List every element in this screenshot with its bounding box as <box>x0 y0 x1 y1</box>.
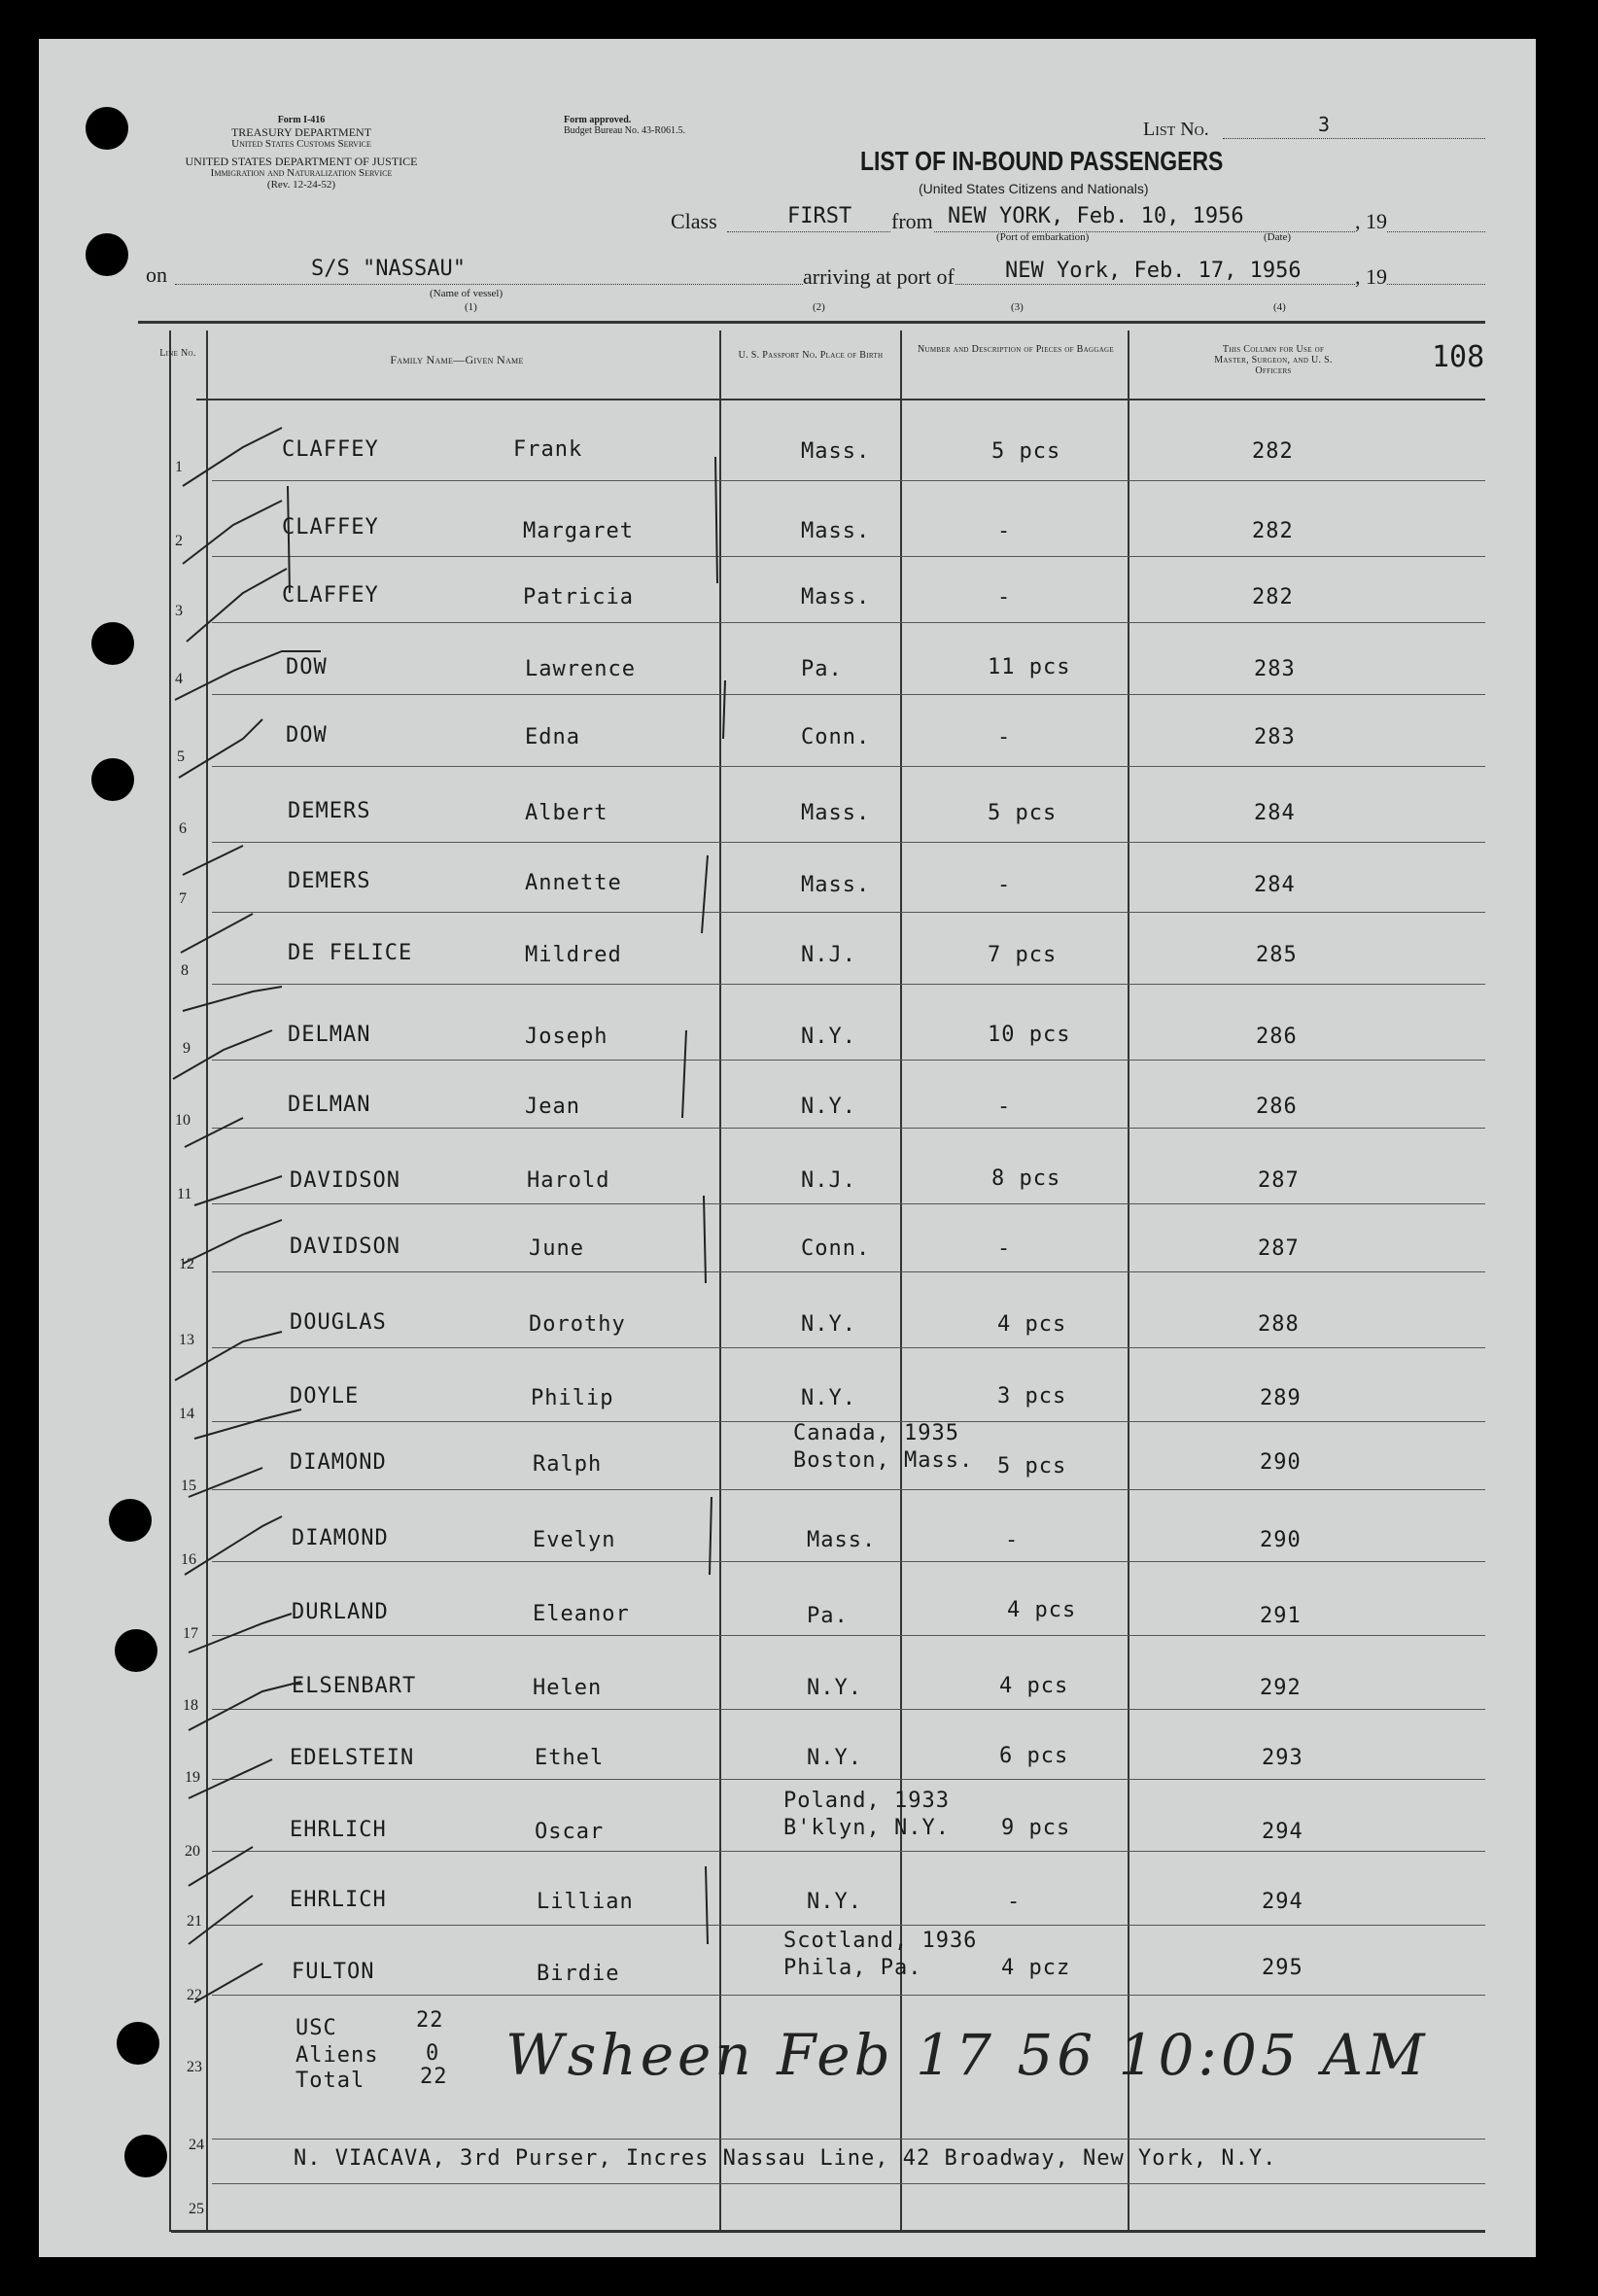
line-number: 7 <box>179 890 187 907</box>
family-name: DEMERS <box>288 869 371 893</box>
officer-number: 292 <box>1260 1676 1302 1700</box>
from-value: NEW YORK, Feb. 10, 1956 <box>948 204 1244 228</box>
given-name: Evelyn <box>533 1528 616 1552</box>
punch-hole <box>117 2022 159 2065</box>
document-subtitle: (United States Citizens and Nationals) <box>919 181 1149 196</box>
birth-place: N.Y. <box>801 1386 856 1410</box>
given-name: Frank <box>513 437 583 462</box>
given-name: Eleanor <box>533 1602 630 1626</box>
baggage: - <box>1005 1528 1020 1552</box>
check-mark <box>189 1614 292 1652</box>
check-marks <box>165 408 651 2119</box>
check-mark <box>183 987 282 1011</box>
punch-hole <box>109 1499 152 1542</box>
line-number: 13 <box>179 1332 194 1348</box>
birth-place: Mass. <box>801 585 871 609</box>
officer-number: 291 <box>1260 1604 1302 1628</box>
line-number: 14 <box>179 1406 194 1422</box>
birth-place: N.J. <box>801 943 856 967</box>
total-count: 22 <box>420 2065 448 2089</box>
baggage: 6 pcs <box>999 1744 1069 1768</box>
total-label: Total <box>295 2069 365 2093</box>
line-number: 25 <box>189 2201 204 2217</box>
given-name: Lillian <box>537 1890 634 1914</box>
birth-place: N.J. <box>801 1168 856 1193</box>
given-name: Annette <box>525 871 622 895</box>
given-name: Mildred <box>525 943 622 967</box>
line-number: 1 <box>175 459 183 475</box>
punch-hole <box>91 622 134 665</box>
justice-department: UNITED STATES DEPARTMENT OF JUSTICE <box>185 155 418 168</box>
birth-place: N.Y. <box>801 1312 856 1337</box>
birth-place: Mass. <box>801 801 871 825</box>
tally-stroke <box>704 1196 706 1283</box>
line-number: 18 <box>183 1697 198 1714</box>
baggage: - <box>997 585 1012 609</box>
baggage: 5 pcs <box>991 439 1061 464</box>
officer-number: 290 <box>1260 1528 1302 1552</box>
usc-label: USC <box>295 2016 337 2040</box>
family-name: DELMAN <box>288 1023 371 1047</box>
given-name: Joseph <box>525 1025 608 1049</box>
line-number: 19 <box>185 1769 200 1786</box>
family-name: CLAFFEY <box>282 437 379 462</box>
tally-strokes <box>661 447 894 2041</box>
line-number: 16 <box>181 1551 196 1568</box>
aliens-label: Aliens <box>295 2043 379 2068</box>
check-mark <box>189 1896 253 1944</box>
line-number: 23 <box>187 2059 202 2075</box>
list-number-label: List No. <box>1143 119 1209 140</box>
line-number: 9 <box>183 1040 191 1057</box>
family-name: ELSENBART <box>292 1674 417 1698</box>
header-line-no: Line No. <box>159 348 196 359</box>
check-mark <box>183 1220 282 1264</box>
officer-number: 285 <box>1256 943 1298 967</box>
given-name: Patricia <box>523 585 634 609</box>
line-number: 3 <box>175 603 183 619</box>
birth-place: Conn. <box>801 725 871 749</box>
line-number: 22 <box>187 1987 202 2003</box>
baggage: 8 pcs <box>991 1166 1061 1191</box>
line-number: 17 <box>183 1625 198 1642</box>
baggage: - <box>997 873 1012 897</box>
baggage: - <box>1007 1890 1022 1914</box>
line-number: 20 <box>185 1843 200 1860</box>
family-name: DAVIDSON <box>290 1235 400 1259</box>
family-name: DELMAN <box>288 1093 371 1117</box>
family-name: EHRLICH <box>290 1888 387 1912</box>
officer-number: 289 <box>1260 1386 1302 1410</box>
punch-hole <box>124 2135 167 2177</box>
officer-number: 294 <box>1262 1890 1303 1914</box>
line-number: 4 <box>175 671 183 687</box>
header-passport: U. S. Passport No. Place of Birth <box>738 350 884 361</box>
baggage: 9 pcs <box>1001 1816 1071 1840</box>
check-mark <box>185 1118 243 1147</box>
family-name: DEMERS <box>288 799 371 823</box>
birth-place: N.Y. <box>801 1025 856 1049</box>
line-number: 10 <box>175 1112 191 1129</box>
class-value: FIRST <box>787 204 852 228</box>
baggage: 10 pcs <box>988 1023 1071 1047</box>
class-label: Class <box>671 209 717 233</box>
year-suffix-1: , 19 <box>1355 209 1387 233</box>
arriving-label: arriving at port of <box>803 264 955 289</box>
baggage: 4 pcs <box>999 1674 1069 1698</box>
family-name: DOYLE <box>290 1384 360 1409</box>
punch-hole <box>91 758 134 801</box>
officer-number: 287 <box>1258 1168 1300 1193</box>
line-number: 6 <box>179 820 187 837</box>
baggage: 3 pcs <box>997 1384 1067 1409</box>
given-name: Philip <box>531 1386 614 1410</box>
port-embark-caption: (Port of embarkation) <box>996 231 1090 243</box>
baggage: 4 pcs <box>997 1312 1067 1337</box>
from-label: from <box>891 209 933 233</box>
agency-header <box>136 115 467 191</box>
table-top-border <box>138 321 1485 324</box>
check-mark <box>183 501 282 564</box>
table-header-bottom <box>196 399 1485 400</box>
officer-number: 284 <box>1254 801 1296 825</box>
baggage: 4 pcs <box>1007 1598 1077 1622</box>
officer-number: 288 <box>1258 1312 1300 1337</box>
col4-caption: (4) <box>1273 301 1286 313</box>
given-name: Margaret <box>523 519 634 543</box>
col1-caption: (1) <box>465 301 477 313</box>
birth-place-1: Canada, 1935 <box>793 1421 959 1445</box>
list-number-rule <box>1223 138 1485 139</box>
birth-place: Conn. <box>801 1236 871 1261</box>
officer-number: 294 <box>1262 1820 1303 1844</box>
check-mark <box>189 1847 253 1886</box>
birth-place: Phila, Pa. <box>783 1956 922 1980</box>
birth-place: Mass. <box>801 519 871 543</box>
punch-hole <box>86 233 128 276</box>
given-name: June <box>529 1236 584 1261</box>
baggage: - <box>997 1236 1012 1261</box>
baggage-column-divider <box>1128 330 1129 2232</box>
line-number: 11 <box>177 1186 192 1202</box>
baggage: - <box>997 519 1012 543</box>
officer-number: 284 <box>1254 873 1296 897</box>
tally-stroke <box>723 680 725 739</box>
family-name: EHRLICH <box>290 1818 387 1842</box>
punch-hole <box>86 107 128 150</box>
tally-stroke <box>715 457 717 583</box>
customs-service: United States Customs Service <box>231 138 371 150</box>
given-name: Lawrence <box>525 657 636 681</box>
officer-number: 286 <box>1256 1025 1298 1049</box>
tally-stroke <box>682 1030 686 1118</box>
family-name: DOW <box>286 655 328 679</box>
baggage: 5 pcs <box>988 801 1058 825</box>
tally-stroke <box>706 1866 708 1944</box>
birth-place: B'klyn, N.Y. <box>783 1816 950 1840</box>
line-number: 24 <box>189 2137 204 2153</box>
family-name: DE FELICE <box>288 941 413 965</box>
line-number: 21 <box>187 1913 202 1930</box>
tally-stroke <box>288 486 290 593</box>
check-mark <box>175 1332 282 1380</box>
baggage: 5 pcs <box>997 1454 1067 1478</box>
header-name: Family Name—Given Name <box>390 353 524 366</box>
family-name: EDELSTEIN <box>290 1746 415 1770</box>
officer-number: 286 <box>1256 1095 1298 1119</box>
officer-number: 283 <box>1254 725 1296 749</box>
form-approved: Form approved. <box>564 115 632 125</box>
check-mark <box>175 651 321 700</box>
approval-block <box>564 115 685 136</box>
vessel-name: S/S "NASSAU" <box>311 257 466 281</box>
given-name: Ralph <box>533 1452 603 1477</box>
birth-place-1: Poland, 1933 <box>783 1789 950 1813</box>
check-mark <box>173 1030 272 1079</box>
aliens-count: 0 <box>426 2041 440 2066</box>
treasury-department: TREASURY DEPARTMENT <box>230 125 372 139</box>
birth-place: Pa. <box>807 1604 849 1628</box>
check-mark <box>194 1409 301 1439</box>
officer-number: 283 <box>1254 657 1296 681</box>
baggage: 11 pcs <box>988 655 1071 679</box>
page-number: 108 <box>1432 340 1485 374</box>
purser-line: N. VIACAVA, 3rd Purser, Incres Nassau Line, 42 Broadway, New York, N.Y. <box>294 2146 1277 2171</box>
family-name: DAVIDSON <box>290 1168 400 1193</box>
check-mark <box>183 846 243 875</box>
on-label: on <box>146 262 167 287</box>
given-name: Oscar <box>535 1820 605 1844</box>
handwritten-signature-date: Wsheen Feb 17 56 10:05 AM <box>505 2022 1429 2088</box>
given-name: Birdie <box>537 1962 620 1986</box>
year-suffix-2: , 19 <box>1355 264 1387 289</box>
header-baggage: Number and Description of Pieces of Baggage <box>918 344 1114 355</box>
line-number: 12 <box>179 1256 194 1272</box>
family-name: DIAMOND <box>290 1450 387 1475</box>
col3-caption: (3) <box>1011 301 1024 313</box>
birth-place: N.Y. <box>807 1676 862 1700</box>
manifest-page <box>39 39 1536 2257</box>
officer-number: 290 <box>1260 1450 1302 1475</box>
given-name: Helen <box>533 1676 603 1700</box>
tally-stroke <box>702 855 708 933</box>
officer-number: 293 <box>1262 1746 1303 1770</box>
birth-place: Mass. <box>807 1528 877 1552</box>
date-caption: (Date) <box>1264 231 1292 243</box>
line-number: 8 <box>181 962 189 979</box>
family-name: CLAFFEY <box>282 515 379 539</box>
officer-number: 287 <box>1258 1236 1300 1261</box>
revision: (Rev. 12-24-52) <box>266 179 336 191</box>
check-mark <box>187 569 287 642</box>
family-name: DOW <box>286 723 328 748</box>
ins-service: Immigration and Naturalization Service <box>210 167 393 179</box>
line-number: 15 <box>181 1478 196 1494</box>
officer-number: 282 <box>1252 439 1294 464</box>
punch-hole <box>115 1629 157 1672</box>
given-name: Edna <box>525 725 580 749</box>
officer-number: 282 <box>1252 585 1294 609</box>
officer-number: 282 <box>1252 519 1294 543</box>
birth-place: Pa. <box>801 657 843 681</box>
family-name: DURLAND <box>292 1600 389 1624</box>
birth-place-1: Scotland, 1936 <box>783 1929 978 1953</box>
given-name: Dorothy <box>529 1312 626 1337</box>
arrival-value: NEW York, Feb. 17, 1956 <box>1005 259 1302 283</box>
birth-place: N.Y. <box>807 1890 862 1914</box>
col2-caption: (2) <box>813 301 825 313</box>
line-number: 5 <box>177 748 185 765</box>
line-number: 2 <box>175 533 183 549</box>
list-number: 3 <box>1318 113 1331 136</box>
birth-place: Boston, Mass. <box>793 1448 974 1473</box>
check-mark <box>185 1516 282 1575</box>
check-mark <box>189 1468 262 1497</box>
check-mark <box>189 1682 301 1730</box>
family-name: FULTON <box>292 1960 375 1984</box>
check-mark <box>179 719 262 778</box>
family-name: DOUGLAS <box>290 1310 387 1335</box>
family-name: DIAMOND <box>292 1526 389 1550</box>
given-name: Jean <box>525 1095 580 1119</box>
birth-place: N.Y. <box>801 1095 856 1119</box>
check-mark <box>189 1759 272 1798</box>
form-number: Form I-416 <box>277 115 326 125</box>
baggage: - <box>997 1095 1012 1119</box>
document-title: LIST OF IN-BOUND PASSENGERS <box>860 146 1224 176</box>
vessel-caption: (Name of vessel) <box>430 288 504 299</box>
given-name: Ethel <box>535 1746 605 1770</box>
check-mark <box>194 1964 262 2002</box>
table-bottom-border <box>171 2230 1485 2233</box>
given-name: Harold <box>527 1168 610 1193</box>
tally-stroke <box>710 1497 712 1575</box>
baggage: - <box>997 725 1012 749</box>
birth-place: Mass. <box>801 439 871 464</box>
birth-place: Mass. <box>801 873 871 897</box>
given-name: Albert <box>525 801 608 825</box>
check-mark <box>183 428 282 486</box>
baggage: 7 pcs <box>988 943 1058 967</box>
check-mark <box>194 1176 282 1205</box>
check-mark <box>181 914 253 953</box>
baggage: 4 pcz <box>1001 1956 1071 1980</box>
budget-bureau: Budget Bureau No. 43-R061.5. <box>564 125 685 136</box>
officer-number: 295 <box>1262 1956 1303 1980</box>
usc-count: 22 <box>416 2008 444 2033</box>
header-officers: This Column for Use of Master, Surgeon, and U. S. Officers <box>1214 344 1333 376</box>
birth-place: N.Y. <box>807 1746 862 1770</box>
family-name: CLAFFEY <box>282 583 379 608</box>
